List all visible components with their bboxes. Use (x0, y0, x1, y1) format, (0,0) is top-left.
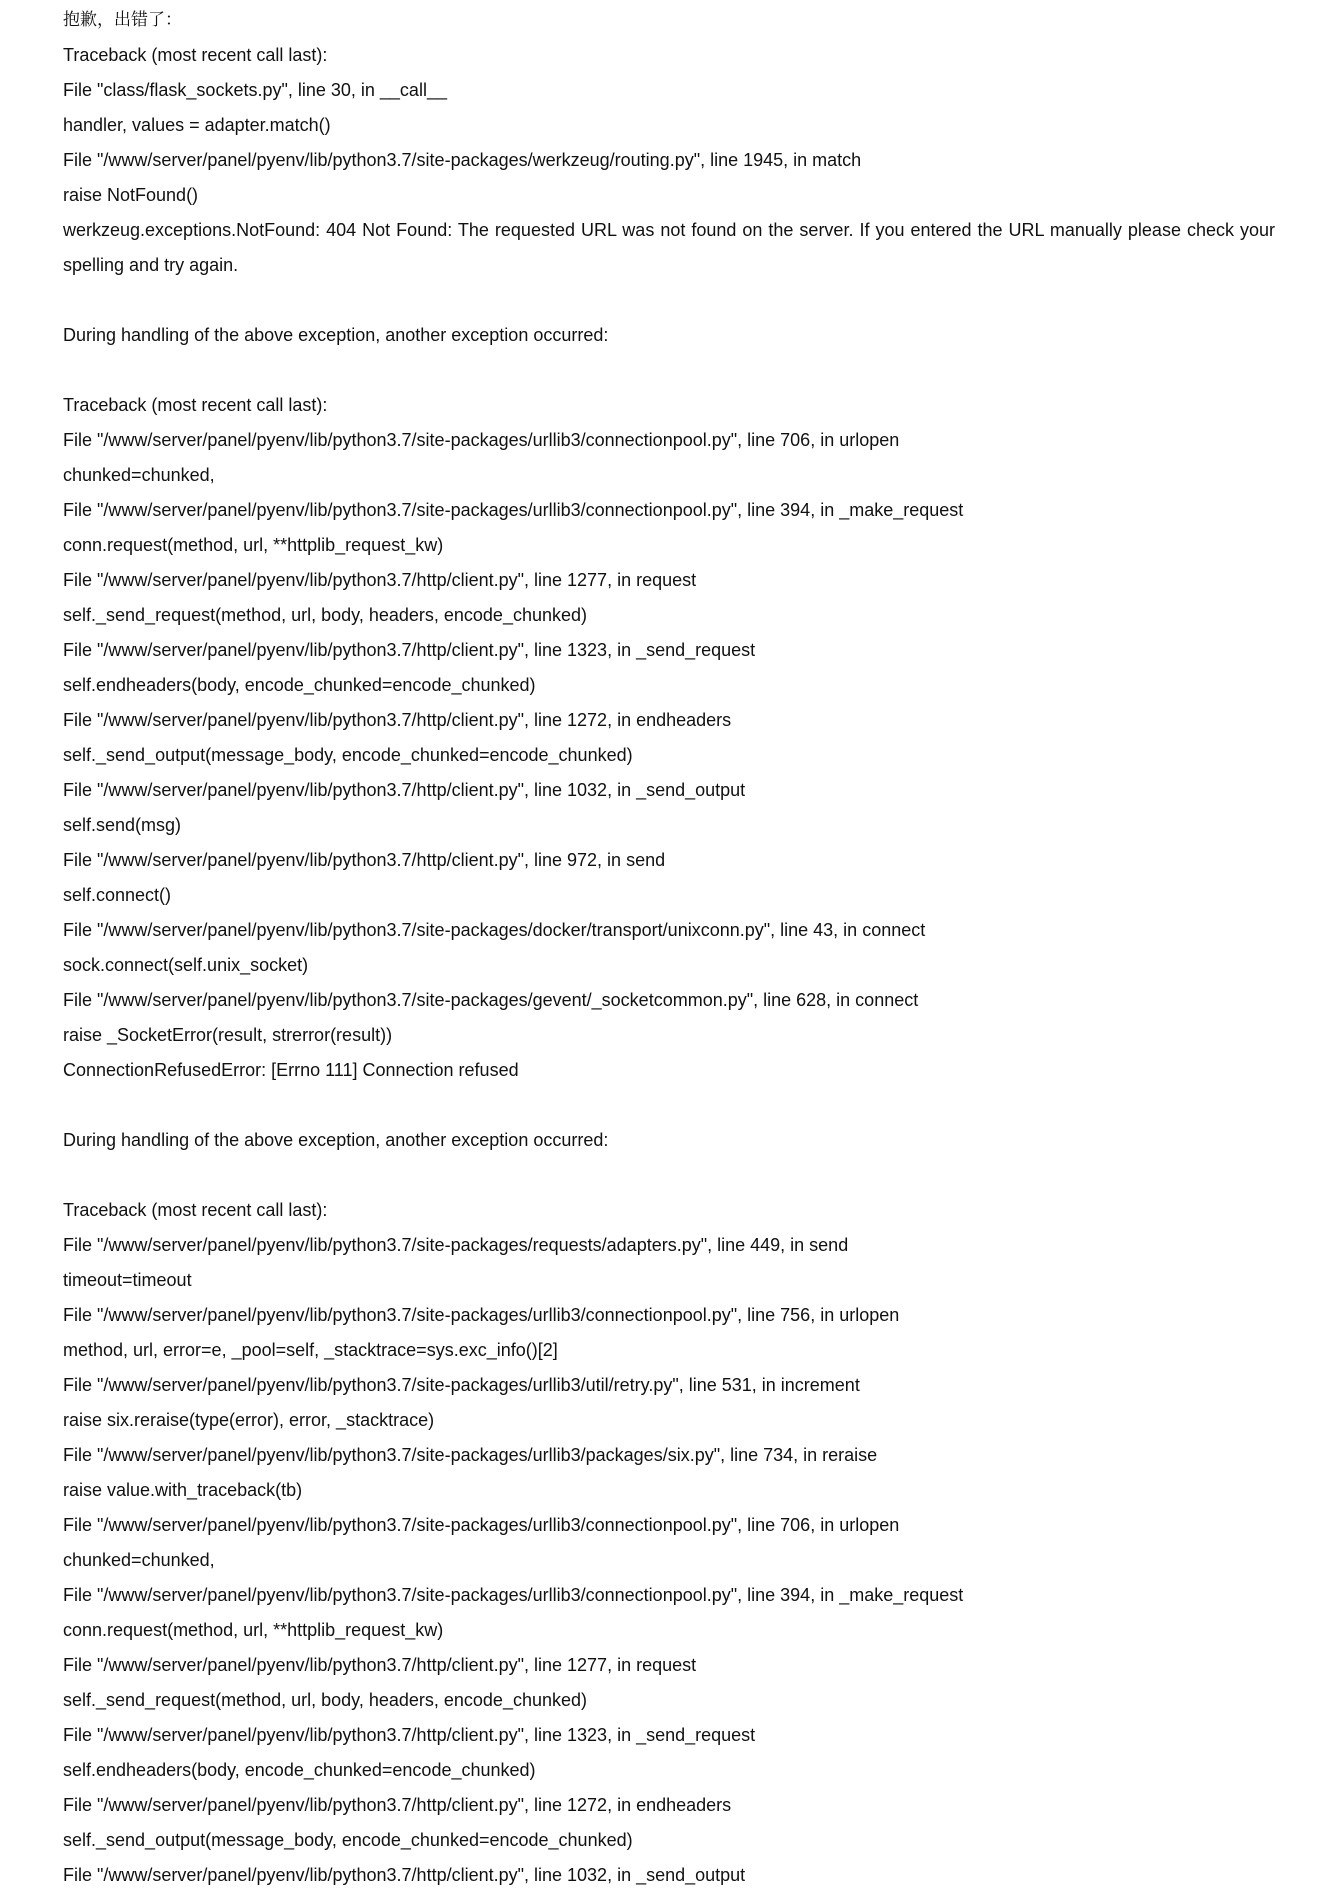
traceback-line: raise NotFound() (63, 185, 199, 205)
traceback-line: self._send_output(message_body, encode_chunked=encode_chunked) (63, 745, 633, 765)
traceback-line: self.connect() (63, 885, 172, 905)
traceback-line: File "/www/server/panel/pyenv/lib/python3.7/http/client.py", line 1032, in _send_output (63, 1865, 746, 1885)
traceback-line: self._send_request(method, url, body, headers, encode_chunked) (63, 1690, 588, 1710)
blank-line (63, 1088, 1275, 1123)
traceback-line: sock.connect(self.unix_socket) (63, 955, 309, 975)
traceback-line: During handling of the above exception, another exception occurred: (63, 1130, 609, 1150)
traceback-line: File "/www/server/panel/pyenv/lib/python3.7/site-packages/urllib3/connectionpool.py", line 706, in urlopen (63, 430, 900, 450)
traceback-line: File "/www/server/panel/pyenv/lib/python3.7/site-packages/urllib3/connectionpool.py", line 756, in urlopen (63, 1305, 900, 1325)
error-header: 抱歉，出错了： (63, 10, 182, 30)
traceback-line: File "/www/server/panel/pyenv/lib/python3.7/site-packages/urllib3/connectionpool.py", line 394, in _make_request (63, 1585, 964, 1605)
traceback-line: File "/www/server/panel/pyenv/lib/python3.7/site-packages/urllib3/connectionpool.py", line 706, in urlopen (63, 1515, 900, 1535)
blank-line (63, 283, 1275, 318)
traceback-line: File "/www/server/panel/pyenv/lib/python3.7/http/client.py", line 1272, in endheaders (63, 1795, 732, 1815)
traceback-line: File "/www/server/panel/pyenv/lib/python3.7/site-packages/urllib3/packages/six.py", line 734, in reraise (63, 1445, 878, 1465)
traceback-line: conn.request(method, url, **httplib_request_kw) (63, 1620, 444, 1640)
traceback-sections (63, 38, 1275, 1893)
traceback-line: Traceback (most recent call last): (63, 395, 328, 415)
traceback-line: chunked=chunked, (63, 1550, 215, 1570)
traceback-line: File "/www/server/panel/pyenv/lib/python3.7/http/client.py", line 1272, in endheaders (63, 710, 732, 730)
traceback-line: Traceback (most recent call last): (63, 1200, 328, 1220)
traceback-line: conn.request(method, url, **httplib_request_kw) (63, 535, 444, 555)
traceback-line: ConnectionRefusedError: [Errno 111] Connection refused (63, 1060, 519, 1080)
traceback-line: raise six.reraise(type(error), error, _stacktrace) (63, 1410, 435, 1430)
traceback-line: self._send_request(method, url, body, headers, encode_chunked) (63, 605, 588, 625)
traceback-line: File "/www/server/panel/pyenv/lib/python3.7/http/client.py", line 1277, in request (63, 570, 697, 590)
traceback-line: During handling of the above exception, another exception occurred: (63, 325, 609, 345)
traceback-line: File "/www/server/panel/pyenv/lib/python3.7/site-packages/urllib3/util/retry.py", line 531, in increment (63, 1375, 860, 1395)
exception-message: werkzeug.exceptions.NotFound: 404 Not Found: The requested URL was not found on the server. If you entered the URL manually please check your spelling and try again. (63, 220, 1275, 275)
traceback-line: File "/www/server/panel/pyenv/lib/python3.7/http/client.py", line 1032, in _send_output (63, 780, 746, 800)
traceback-line: self.endheaders(body, encode_chunked=encode_chunked) (63, 675, 536, 695)
traceback-line: File "/www/server/panel/pyenv/lib/python3.7/site-packages/requests/adapters.py", line 449, in send (63, 1235, 849, 1255)
traceback-line: self.endheaders(body, encode_chunked=encode_chunked) (63, 1760, 536, 1780)
traceback-line: File "/www/server/panel/pyenv/lib/python3.7/http/client.py", line 1323, in _send_request (63, 1725, 756, 1745)
traceback-line: File "/www/server/panel/pyenv/lib/python3.7/http/client.py", line 1323, in _send_request (63, 640, 756, 660)
traceback-line: handler, values = adapter.match() (63, 115, 331, 135)
error-traceback-text (63, 3, 1275, 1893)
traceback-line: raise value.with_traceback(tb) (63, 1480, 303, 1500)
traceback-line: File "/www/server/panel/pyenv/lib/python3.7/site-packages/docker/transport/unixconn.py", line 43, in connect (63, 920, 926, 940)
traceback-line: File "/www/server/panel/pyenv/lib/python3.7/site-packages/werkzeug/routing.py", line 1945, in match (63, 150, 862, 170)
traceback-line: chunked=chunked, (63, 465, 215, 485)
traceback-line: timeout=timeout (63, 1270, 192, 1290)
traceback-line: File "class/flask_sockets.py", line 30, in __call__ (63, 80, 447, 100)
traceback-line: method, url, error=e, _pool=self, _stacktrace=sys.exc_info()[2] (63, 1340, 558, 1360)
traceback-line: File "/www/server/panel/pyenv/lib/python3.7/http/client.py", line 972, in send (63, 850, 666, 870)
blank-line (63, 353, 1275, 388)
traceback-line: self._send_output(message_body, encode_chunked=encode_chunked) (63, 1830, 633, 1850)
traceback-line: File "/www/server/panel/pyenv/lib/python3.7/http/client.py", line 1277, in request (63, 1655, 697, 1675)
traceback-line: self.send(msg) (63, 815, 182, 835)
traceback-line: File "/www/server/panel/pyenv/lib/python3.7/site-packages/gevent/_socketcommon.py", line 628, in connect (63, 990, 919, 1010)
traceback-line: raise _SocketError(result, strerror(result)) (63, 1025, 393, 1045)
traceback-line: File "/www/server/panel/pyenv/lib/python3.7/site-packages/urllib3/connectionpool.py", line 394, in _make_request (63, 500, 964, 520)
blank-line (63, 1158, 1275, 1193)
traceback-line: Traceback (most recent call last): (63, 45, 328, 65)
